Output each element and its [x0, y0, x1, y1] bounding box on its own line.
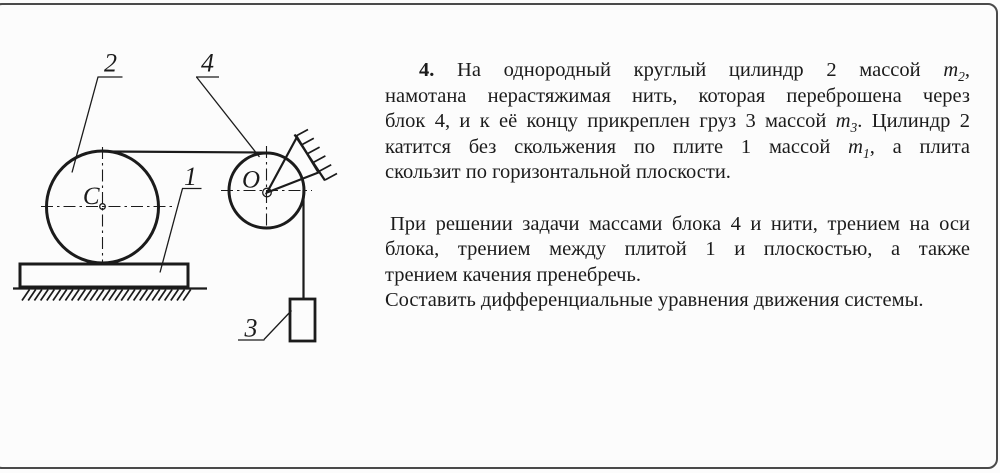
plate-1 [20, 264, 188, 287]
text-line: скользит по горизонтальной плоскости. [385, 161, 731, 183]
label-load: 3 [244, 313, 258, 343]
thread-horizontal [102, 152, 267, 153]
label-pulley: 4 [201, 48, 214, 78]
label-2-leader [72, 77, 98, 173]
label-cylinder: 2 [104, 48, 117, 78]
text-line: намотана нерастяжимая нить, которая переброшена через [385, 84, 970, 107]
label-center-c: C [82, 183, 100, 210]
problem-text [385, 58, 970, 314]
paragraph [385, 58, 970, 186]
label-center-o: O [241, 166, 260, 194]
paragraph [385, 212, 970, 314]
label-4-leader [197, 77, 260, 157]
text-line: Составить дифференциальные уравнения движения системы. [385, 289, 924, 311]
label-3-leader [264, 311, 292, 340]
ground-hatching [22, 290, 191, 301]
text-line: блок 4, и к её концу прикреплен груз 3 массой $m_3$. Цилиндр 2 [385, 110, 970, 136]
center-axes [41, 146, 312, 265]
text-line: катится без скольжения по плите 1 массой $m_1$, а плита [385, 135, 971, 161]
load-3 [290, 299, 315, 341]
text-line: блока, трением между плитой 1 и плоскостью, а также [385, 238, 970, 260]
mechanics-figure [0, 0, 350, 365]
label-1-leader [160, 189, 183, 273]
text-line: 4. На однородный круглый цилиндр 2 массой $m_2$, [419, 59, 970, 85]
text-line: При решении задачи массами блока 4 и нити, трением на оси [390, 212, 970, 235]
text-line: трением качения пренебречь. [385, 263, 641, 286]
label-plate: 1 [184, 162, 197, 191]
